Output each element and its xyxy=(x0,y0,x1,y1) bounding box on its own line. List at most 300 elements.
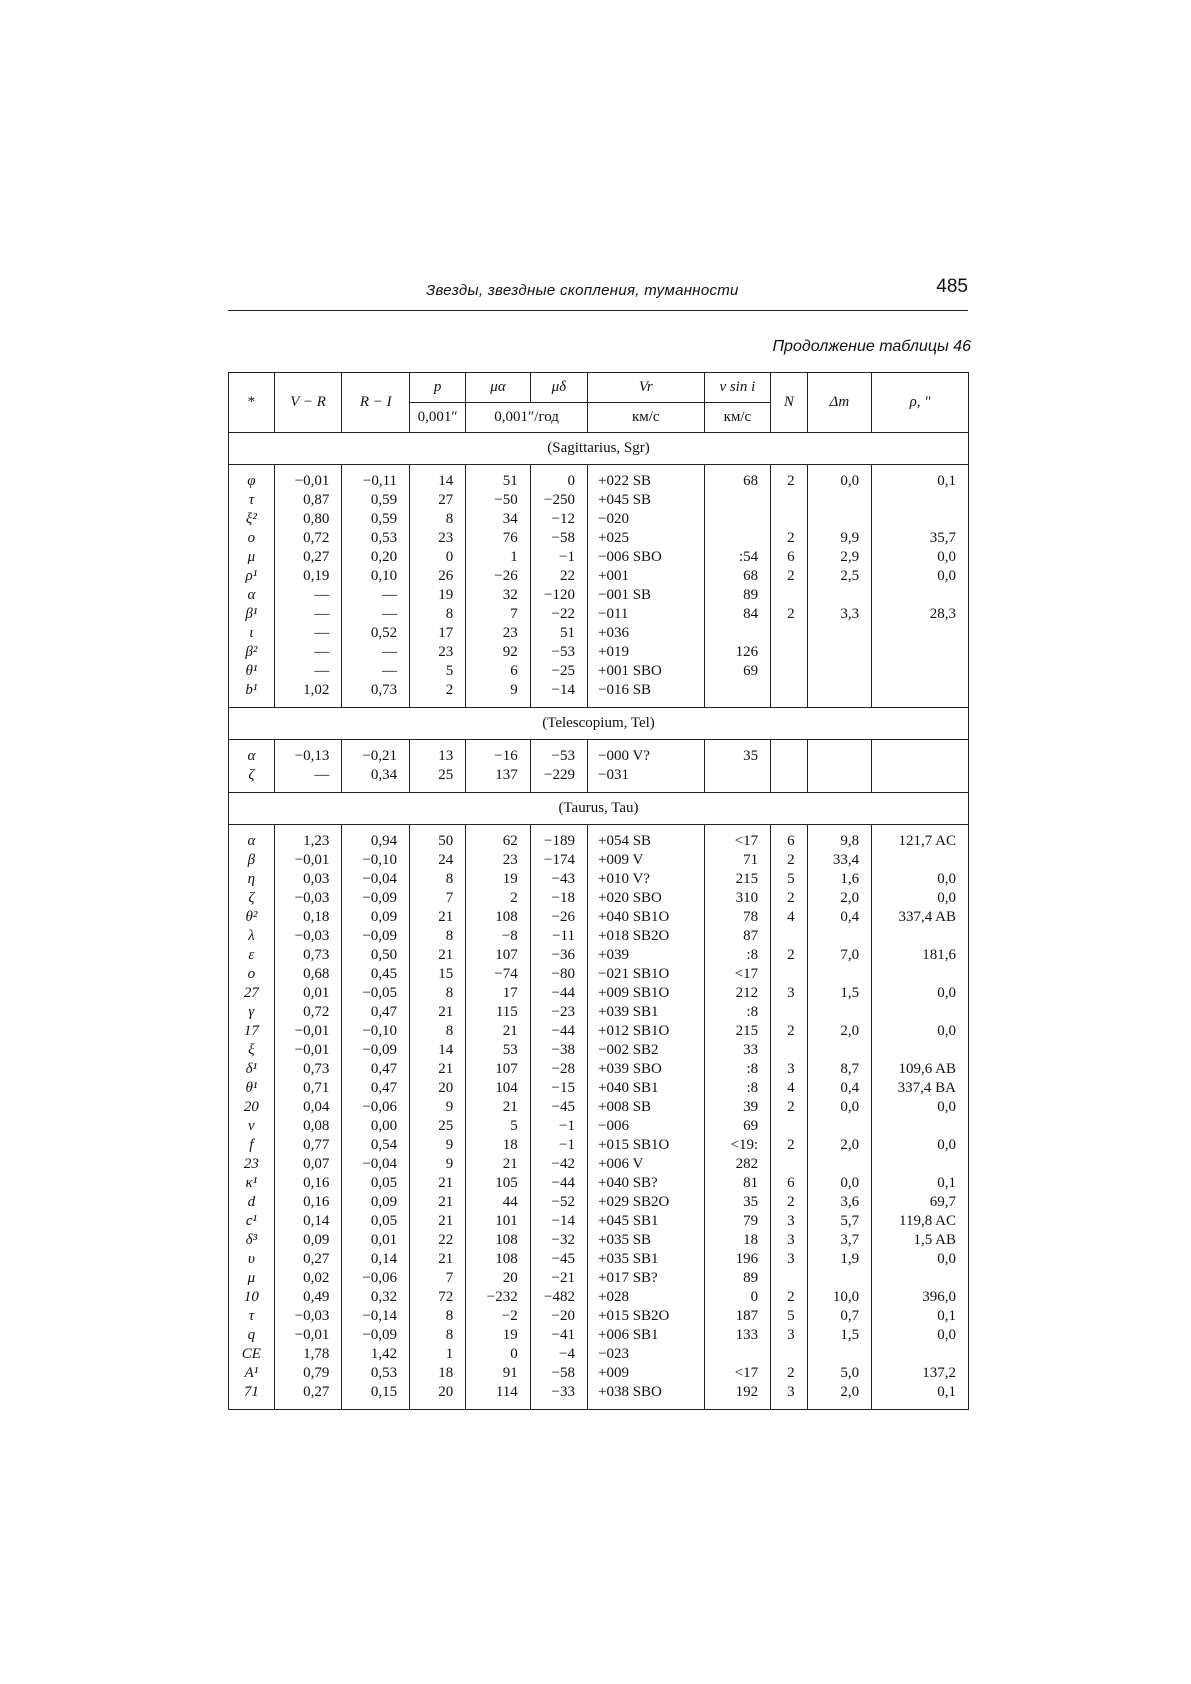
cell-v-r: — xyxy=(274,662,342,681)
cell-delta-m: 8,7 xyxy=(807,1060,872,1079)
cell-parallax: 72 xyxy=(410,1288,466,1307)
cell-r-i: 0,15 xyxy=(342,1383,410,1402)
cell-r-i: 0,00 xyxy=(342,1117,410,1136)
cell-n xyxy=(771,1041,807,1060)
cell-r-i: 0,32 xyxy=(342,1288,410,1307)
cell-mu-delta: −33 xyxy=(530,1383,587,1402)
cell-v-r: 0,27 xyxy=(274,548,342,567)
spacer-cell xyxy=(807,465,872,473)
spacer-cell xyxy=(807,740,872,748)
spacer-cell xyxy=(466,825,531,833)
cell-r-i: 0,94 xyxy=(342,832,410,851)
cell-delta-m: 1,6 xyxy=(807,870,872,889)
cell-rho: 337,4 AB xyxy=(872,908,969,927)
cell-mu-delta: −44 xyxy=(530,984,587,1003)
cell-parallax: 26 xyxy=(410,567,466,586)
cell-radial-velocity: +039 xyxy=(588,946,705,965)
cell-vsini: 215 xyxy=(704,870,771,889)
cell-mu-delta: −58 xyxy=(530,1364,587,1383)
cell-star: ρ¹ xyxy=(229,567,275,586)
cell-mu-alpha: 23 xyxy=(466,624,531,643)
cell-n xyxy=(771,510,807,529)
cell-n: 3 xyxy=(771,1212,807,1231)
table-row xyxy=(229,681,969,700)
cell-vsini: 282 xyxy=(704,1155,771,1174)
spacer-cell xyxy=(342,700,410,708)
cell-parallax: 15 xyxy=(410,965,466,984)
cell-mu-alpha: 9 xyxy=(466,681,531,700)
table-row xyxy=(229,1231,969,1250)
cell-vsini: 81 xyxy=(704,1174,771,1193)
cell-delta-m xyxy=(807,510,872,529)
cell-mu-alpha: 92 xyxy=(466,643,531,662)
cell-vsini xyxy=(704,766,771,785)
col-mu-alpha: μα xyxy=(466,373,531,403)
cell-vsini: :54 xyxy=(704,548,771,567)
cell-star: θ² xyxy=(229,908,275,927)
cell-mu-alpha: 51 xyxy=(466,472,531,491)
table-row xyxy=(229,624,969,643)
spacer-cell xyxy=(588,465,705,473)
cell-vsini: 69 xyxy=(704,662,771,681)
cell-radial-velocity: +009 V xyxy=(588,851,705,870)
cell-v-r: 0,68 xyxy=(274,965,342,984)
spacer-cell xyxy=(274,825,342,833)
spacer-cell xyxy=(872,785,969,793)
cell-mu-delta: −28 xyxy=(530,1060,587,1079)
running-title: Звезды, звездные скопления, туманности xyxy=(426,282,739,299)
cell-n: 2 xyxy=(771,567,807,586)
cell-parallax: 21 xyxy=(410,1060,466,1079)
cell-radial-velocity: +015 SB2O xyxy=(588,1307,705,1326)
spacer-cell xyxy=(771,825,807,833)
cell-parallax: 8 xyxy=(410,1307,466,1326)
cell-delta-m xyxy=(807,643,872,662)
cell-v-r: −0,03 xyxy=(274,927,342,946)
cell-rho: 181,6 xyxy=(872,946,969,965)
cell-vsini xyxy=(704,491,771,510)
cell-vsini: :8 xyxy=(704,946,771,965)
cell-v-r: 0,04 xyxy=(274,1098,342,1117)
spacer-cell xyxy=(771,740,807,748)
cell-r-i: 0,53 xyxy=(342,1364,410,1383)
cell-r-i: −0,05 xyxy=(342,984,410,1003)
cell-n: 3 xyxy=(771,1250,807,1269)
cell-vsini: 79 xyxy=(704,1212,771,1231)
cell-radial-velocity: +038 SBO xyxy=(588,1383,705,1402)
cell-n xyxy=(771,766,807,785)
cell-mu-alpha: 108 xyxy=(466,1250,531,1269)
cell-mu-alpha: 21 xyxy=(466,1098,531,1117)
cell-mu-delta: −14 xyxy=(530,1212,587,1231)
cell-v-r: 0,87 xyxy=(274,491,342,510)
spacer-cell xyxy=(410,785,466,793)
cell-n: 4 xyxy=(771,1079,807,1098)
cell-v-r: 0,27 xyxy=(274,1383,342,1402)
cell-mu-alpha: 91 xyxy=(466,1364,531,1383)
cell-vsini: 133 xyxy=(704,1326,771,1345)
cell-mu-alpha: 108 xyxy=(466,1231,531,1250)
cell-vsini: 33 xyxy=(704,1041,771,1060)
header-row-1 xyxy=(229,373,969,403)
table-row xyxy=(229,643,969,662)
cell-rho: 0,0 xyxy=(872,1250,969,1269)
cell-radial-velocity: +039 SB1 xyxy=(588,1003,705,1022)
spacer-cell xyxy=(704,465,771,473)
cell-vsini: 35 xyxy=(704,1193,771,1212)
cell-v-r: 0,16 xyxy=(274,1174,342,1193)
cell-v-r: — xyxy=(274,766,342,785)
cell-parallax: 21 xyxy=(410,1250,466,1269)
cell-radial-velocity: +035 SB1 xyxy=(588,1250,705,1269)
cell-v-r: 0,72 xyxy=(274,529,342,548)
table-row xyxy=(229,946,969,965)
cell-parallax: 27 xyxy=(410,491,466,510)
table-row xyxy=(229,1193,969,1212)
cell-rho xyxy=(872,1117,969,1136)
cell-v-r: — xyxy=(274,643,342,662)
cell-delta-m: 2,5 xyxy=(807,567,872,586)
cell-n: 2 xyxy=(771,946,807,965)
spacer-cell xyxy=(342,1402,410,1410)
cell-v-r: −0,01 xyxy=(274,1041,342,1060)
cell-rho: 396,0 xyxy=(872,1288,969,1307)
cell-radial-velocity: +045 SB1 xyxy=(588,1212,705,1231)
cell-n: 2 xyxy=(771,529,807,548)
cell-star: A¹ xyxy=(229,1364,275,1383)
cell-radial-velocity: −000 V? xyxy=(588,747,705,766)
cell-star: δ¹ xyxy=(229,1060,275,1079)
col-mu-delta: μδ xyxy=(530,373,587,403)
cell-delta-m: 2,0 xyxy=(807,1022,872,1041)
table-row xyxy=(229,1383,969,1402)
cell-vsini: <17 xyxy=(704,832,771,851)
cell-r-i: 0,59 xyxy=(342,510,410,529)
col-radial-velocity: Vr xyxy=(588,373,705,403)
table-row xyxy=(229,548,969,567)
spacer-cell xyxy=(342,465,410,473)
cell-rho xyxy=(872,662,969,681)
cell-mu-alpha: 19 xyxy=(466,1326,531,1345)
constellation-title: (Taurus, Tau) xyxy=(229,793,969,825)
cell-delta-m xyxy=(807,662,872,681)
cell-delta-m xyxy=(807,1269,872,1288)
col-rho: ρ, ″ xyxy=(872,373,969,433)
cell-mu-alpha: 104 xyxy=(466,1079,531,1098)
cell-v-r: 0,14 xyxy=(274,1212,342,1231)
star-data-table xyxy=(228,372,969,1410)
cell-rho: 0,0 xyxy=(872,889,969,908)
cell-mu-alpha: 44 xyxy=(466,1193,531,1212)
cell-parallax: 19 xyxy=(410,586,466,605)
table-row xyxy=(229,1288,969,1307)
cell-star: b¹ xyxy=(229,681,275,700)
cell-r-i: — xyxy=(342,605,410,624)
cell-radial-velocity: −006 xyxy=(588,1117,705,1136)
cell-radial-velocity: −031 xyxy=(588,766,705,785)
table-row xyxy=(229,1155,969,1174)
cell-mu-delta: −14 xyxy=(530,681,587,700)
cell-radial-velocity: +036 xyxy=(588,624,705,643)
cell-delta-m xyxy=(807,927,872,946)
cell-v-r: 0,79 xyxy=(274,1364,342,1383)
cell-mu-alpha: 53 xyxy=(466,1041,531,1060)
cell-r-i: −0,21 xyxy=(342,747,410,766)
cell-parallax: 17 xyxy=(410,624,466,643)
cell-star: τ xyxy=(229,491,275,510)
cell-radial-velocity: +018 SB2O xyxy=(588,927,705,946)
cell-delta-m: 33,4 xyxy=(807,851,872,870)
cell-star: μ xyxy=(229,548,275,567)
cell-delta-m: 2,0 xyxy=(807,1383,872,1402)
cell-mu-alpha: −2 xyxy=(466,1307,531,1326)
cell-delta-m xyxy=(807,681,872,700)
cell-star: ξ xyxy=(229,1041,275,1060)
cell-n xyxy=(771,1117,807,1136)
cell-v-r: 0,71 xyxy=(274,1079,342,1098)
cell-mu-alpha: 114 xyxy=(466,1383,531,1402)
cell-mu-alpha: 6 xyxy=(466,662,531,681)
cell-parallax: 14 xyxy=(410,1041,466,1060)
cell-parallax: 9 xyxy=(410,1098,466,1117)
cell-v-r: 0,73 xyxy=(274,946,342,965)
cell-parallax: 7 xyxy=(410,1269,466,1288)
cell-mu-delta: −20 xyxy=(530,1307,587,1326)
spacer-cell xyxy=(588,700,705,708)
cell-delta-m: 7,0 xyxy=(807,946,872,965)
spacer-cell xyxy=(807,785,872,793)
cell-vsini: <17 xyxy=(704,1364,771,1383)
cell-mu-delta: −15 xyxy=(530,1079,587,1098)
cell-delta-m xyxy=(807,586,872,605)
cell-mu-delta: −26 xyxy=(530,908,587,927)
cell-v-r: 0,03 xyxy=(274,870,342,889)
cell-delta-m: 0,4 xyxy=(807,1079,872,1098)
cell-star: φ xyxy=(229,472,275,491)
cell-mu-delta: 0 xyxy=(530,472,587,491)
cell-delta-m xyxy=(807,491,872,510)
spacer-cell xyxy=(530,785,587,793)
cell-radial-velocity: +028 xyxy=(588,1288,705,1307)
table-row xyxy=(229,529,969,548)
cell-parallax: 13 xyxy=(410,747,466,766)
cell-radial-velocity: +045 SB xyxy=(588,491,705,510)
cell-rho xyxy=(872,1041,969,1060)
spacer-cell xyxy=(342,740,410,748)
cell-star: η xyxy=(229,870,275,889)
cell-delta-m xyxy=(807,1003,872,1022)
spacer-row xyxy=(229,785,969,793)
cell-radial-velocity: +009 SB1O xyxy=(588,984,705,1003)
cell-parallax: 21 xyxy=(410,1174,466,1193)
cell-delta-m: 3,7 xyxy=(807,1231,872,1250)
cell-vsini: 192 xyxy=(704,1383,771,1402)
table-row xyxy=(229,889,969,908)
spacer-cell xyxy=(588,785,705,793)
table-row xyxy=(229,1269,969,1288)
cell-star: κ¹ xyxy=(229,1174,275,1193)
spacer-cell xyxy=(872,1402,969,1410)
constellation-header xyxy=(229,708,969,740)
cell-rho: 121,7 AC xyxy=(872,832,969,851)
cell-vsini: 126 xyxy=(704,643,771,662)
cell-delta-m: 2,0 xyxy=(807,1136,872,1155)
cell-mu-alpha: 62 xyxy=(466,832,531,851)
cell-vsini xyxy=(704,681,771,700)
cell-mu-alpha: 107 xyxy=(466,1060,531,1079)
cell-radial-velocity: +006 SB1 xyxy=(588,1326,705,1345)
spacer-cell xyxy=(274,465,342,473)
cell-star: β² xyxy=(229,643,275,662)
cell-radial-velocity: −020 xyxy=(588,510,705,529)
cell-parallax: 21 xyxy=(410,1212,466,1231)
cell-mu-delta: −4 xyxy=(530,1345,587,1364)
cell-n: 3 xyxy=(771,984,807,1003)
constellation-header xyxy=(229,433,969,465)
cell-mu-alpha: 20 xyxy=(466,1269,531,1288)
spacer-cell xyxy=(466,700,531,708)
cell-v-r: −0,01 xyxy=(274,472,342,491)
unit-proper-motion: 0,001″/год xyxy=(466,403,588,433)
cell-mu-delta: −25 xyxy=(530,662,587,681)
cell-v-r: 0,72 xyxy=(274,1003,342,1022)
cell-star: β¹ xyxy=(229,605,275,624)
cell-r-i: 0,73 xyxy=(342,681,410,700)
cell-star: 20 xyxy=(229,1098,275,1117)
cell-radial-velocity: +019 xyxy=(588,643,705,662)
table-row xyxy=(229,1364,969,1383)
cell-mu-alpha: 107 xyxy=(466,946,531,965)
cell-star: 71 xyxy=(229,1383,275,1402)
cell-mu-alpha: 5 xyxy=(466,1117,531,1136)
cell-v-r: −0,01 xyxy=(274,1022,342,1041)
cell-parallax: 8 xyxy=(410,1326,466,1345)
cell-mu-alpha: −74 xyxy=(466,965,531,984)
cell-parallax: 5 xyxy=(410,662,466,681)
cell-mu-delta: −250 xyxy=(530,491,587,510)
cell-delta-m xyxy=(807,766,872,785)
cell-vsini: 35 xyxy=(704,747,771,766)
cell-r-i: −0,04 xyxy=(342,870,410,889)
spacer-cell xyxy=(274,785,342,793)
cell-radial-velocity: −016 SB xyxy=(588,681,705,700)
spacer-cell xyxy=(771,465,807,473)
cell-parallax: 1 xyxy=(410,1345,466,1364)
cell-mu-delta: −80 xyxy=(530,965,587,984)
cell-vsini xyxy=(704,510,771,529)
cell-mu-delta: −12 xyxy=(530,510,587,529)
cell-radial-velocity: +022 SB xyxy=(588,472,705,491)
table-row xyxy=(229,832,969,851)
unit-vsini: км/с xyxy=(704,403,771,433)
constellation-header xyxy=(229,793,969,825)
cell-mu-alpha: 23 xyxy=(466,851,531,870)
cell-vsini: 87 xyxy=(704,927,771,946)
cell-rho: 0,0 xyxy=(872,870,969,889)
cell-n: 2 xyxy=(771,889,807,908)
table-row xyxy=(229,1326,969,1345)
cell-star: θ¹ xyxy=(229,662,275,681)
cell-v-r: 0,07 xyxy=(274,1155,342,1174)
cell-n: 2 xyxy=(771,1193,807,1212)
cell-mu-delta: −174 xyxy=(530,851,587,870)
cell-delta-m: 9,8 xyxy=(807,832,872,851)
spacer-cell xyxy=(771,700,807,708)
cell-n xyxy=(771,1345,807,1364)
cell-rho xyxy=(872,927,969,946)
cell-star: ε xyxy=(229,946,275,965)
unit-radial-velocity: км/с xyxy=(588,403,705,433)
spacer-cell xyxy=(704,825,771,833)
spacer-cell xyxy=(704,785,771,793)
cell-v-r: 1,23 xyxy=(274,832,342,851)
cell-parallax: 8 xyxy=(410,1022,466,1041)
cell-n xyxy=(771,747,807,766)
cell-mu-delta: −38 xyxy=(530,1041,587,1060)
cell-rho xyxy=(872,1003,969,1022)
cell-radial-velocity: −011 xyxy=(588,605,705,624)
cell-delta-m xyxy=(807,1117,872,1136)
cell-radial-velocity: +006 V xyxy=(588,1155,705,1174)
spacer-cell xyxy=(410,740,466,748)
cell-delta-m xyxy=(807,965,872,984)
cell-rho: 137,2 xyxy=(872,1364,969,1383)
cell-rho xyxy=(872,681,969,700)
cell-mu-alpha: 34 xyxy=(466,510,531,529)
cell-rho xyxy=(872,1269,969,1288)
spacer-cell xyxy=(807,825,872,833)
spacer-cell xyxy=(466,1402,531,1410)
cell-star: ζ xyxy=(229,766,275,785)
spacer-cell xyxy=(229,465,275,473)
cell-rho: 109,6 AB xyxy=(872,1060,969,1079)
table-row xyxy=(229,586,969,605)
cell-delta-m: 5,7 xyxy=(807,1212,872,1231)
cell-star: γ xyxy=(229,1003,275,1022)
table-row xyxy=(229,1022,969,1041)
cell-star: 27 xyxy=(229,984,275,1003)
cell-radial-velocity: +020 SBO xyxy=(588,889,705,908)
table-row xyxy=(229,1079,969,1098)
spacer-cell xyxy=(229,785,275,793)
cell-v-r: 0,02 xyxy=(274,1269,342,1288)
cell-parallax: 9 xyxy=(410,1136,466,1155)
cell-v-r: 0,27 xyxy=(274,1250,342,1269)
cell-mu-alpha: 105 xyxy=(466,1174,531,1193)
table-row xyxy=(229,567,969,586)
cell-radial-velocity: −021 SB1O xyxy=(588,965,705,984)
cell-rho: 0,0 xyxy=(872,1022,969,1041)
constellation-title: (Telescopium, Tel) xyxy=(229,708,969,740)
table-body xyxy=(229,433,969,1410)
table-row xyxy=(229,1060,969,1079)
cell-radial-velocity: +008 SB xyxy=(588,1098,705,1117)
cell-vsini: :8 xyxy=(704,1079,771,1098)
cell-vsini: 78 xyxy=(704,908,771,927)
table-row xyxy=(229,472,969,491)
cell-n: 2 xyxy=(771,1022,807,1041)
spacer-cell xyxy=(588,825,705,833)
cell-star: θ¹ xyxy=(229,1079,275,1098)
cell-mu-alpha: 32 xyxy=(466,586,531,605)
cell-n xyxy=(771,1003,807,1022)
spacer-cell xyxy=(530,700,587,708)
cell-vsini: 39 xyxy=(704,1098,771,1117)
cell-n: 2 xyxy=(771,1288,807,1307)
spacer-cell xyxy=(872,700,969,708)
cell-n xyxy=(771,662,807,681)
cell-r-i: 0,47 xyxy=(342,1060,410,1079)
